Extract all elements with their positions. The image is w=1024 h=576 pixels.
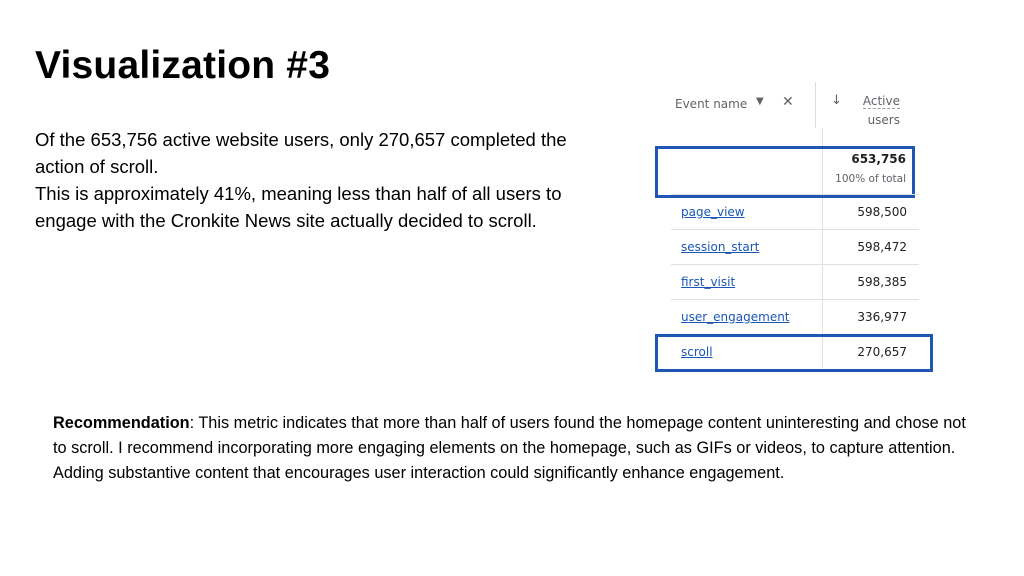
table-row [671,299,919,334]
recommendation-text [53,411,983,486]
metric-label-line2: users [867,113,900,127]
event-value: 598,385 [857,275,907,289]
dimension-label: Event name [675,97,748,111]
recommendation-body: : This metric indicates that more than half of users found the homepage content uninteresting and chose not to scroll. I recommend incorporating more engaging elements on the homepage, such as GIFs or videos, to capture attention. Adding substantive content that encourages user interaction could significantly enhance engagement. [53,414,966,482]
table-row [671,264,919,299]
event-value: 336,977 [857,310,907,324]
event-value: 270,657 [857,345,907,359]
summary-paragraph-2: This is approximately 41%, meaning less than half of all users to engage with the Cronkite News site actually decided to scroll. [35,183,562,231]
event-link[interactable]: page_view [681,205,745,219]
metric-label-line1: Active [862,94,900,108]
event-link[interactable]: scroll [681,345,713,359]
event-link[interactable]: first_visit [681,275,736,289]
dimension-header[interactable] [658,82,822,128]
total-value: 653,756 [851,152,906,166]
recommendation-label: Recommendation [53,414,190,432]
arrow-down-icon[interactable]: ↓ [831,93,842,108]
slide-title: Visualization #3 [35,44,331,87]
summary-paragraph-1: Of the 653,756 active website users, only 270,657 completed the action of scroll. [35,129,567,177]
header-divider [815,82,816,128]
event-value: 598,500 [857,205,907,219]
metric-header[interactable] [823,82,920,128]
events-table [658,82,920,372]
close-icon[interactable]: ✕ [782,94,794,110]
caret-down-icon[interactable]: ▼ [756,96,764,107]
table-row [671,229,919,264]
summary-text [35,126,595,234]
table-row [671,194,919,229]
total-highlight-box [655,146,915,198]
total-percent: 100% of total [835,173,906,185]
event-link[interactable]: session_start [681,240,760,254]
event-value: 598,472 [857,240,907,254]
event-link[interactable]: user_engagement [681,310,790,324]
scroll-highlight-box [655,334,933,372]
